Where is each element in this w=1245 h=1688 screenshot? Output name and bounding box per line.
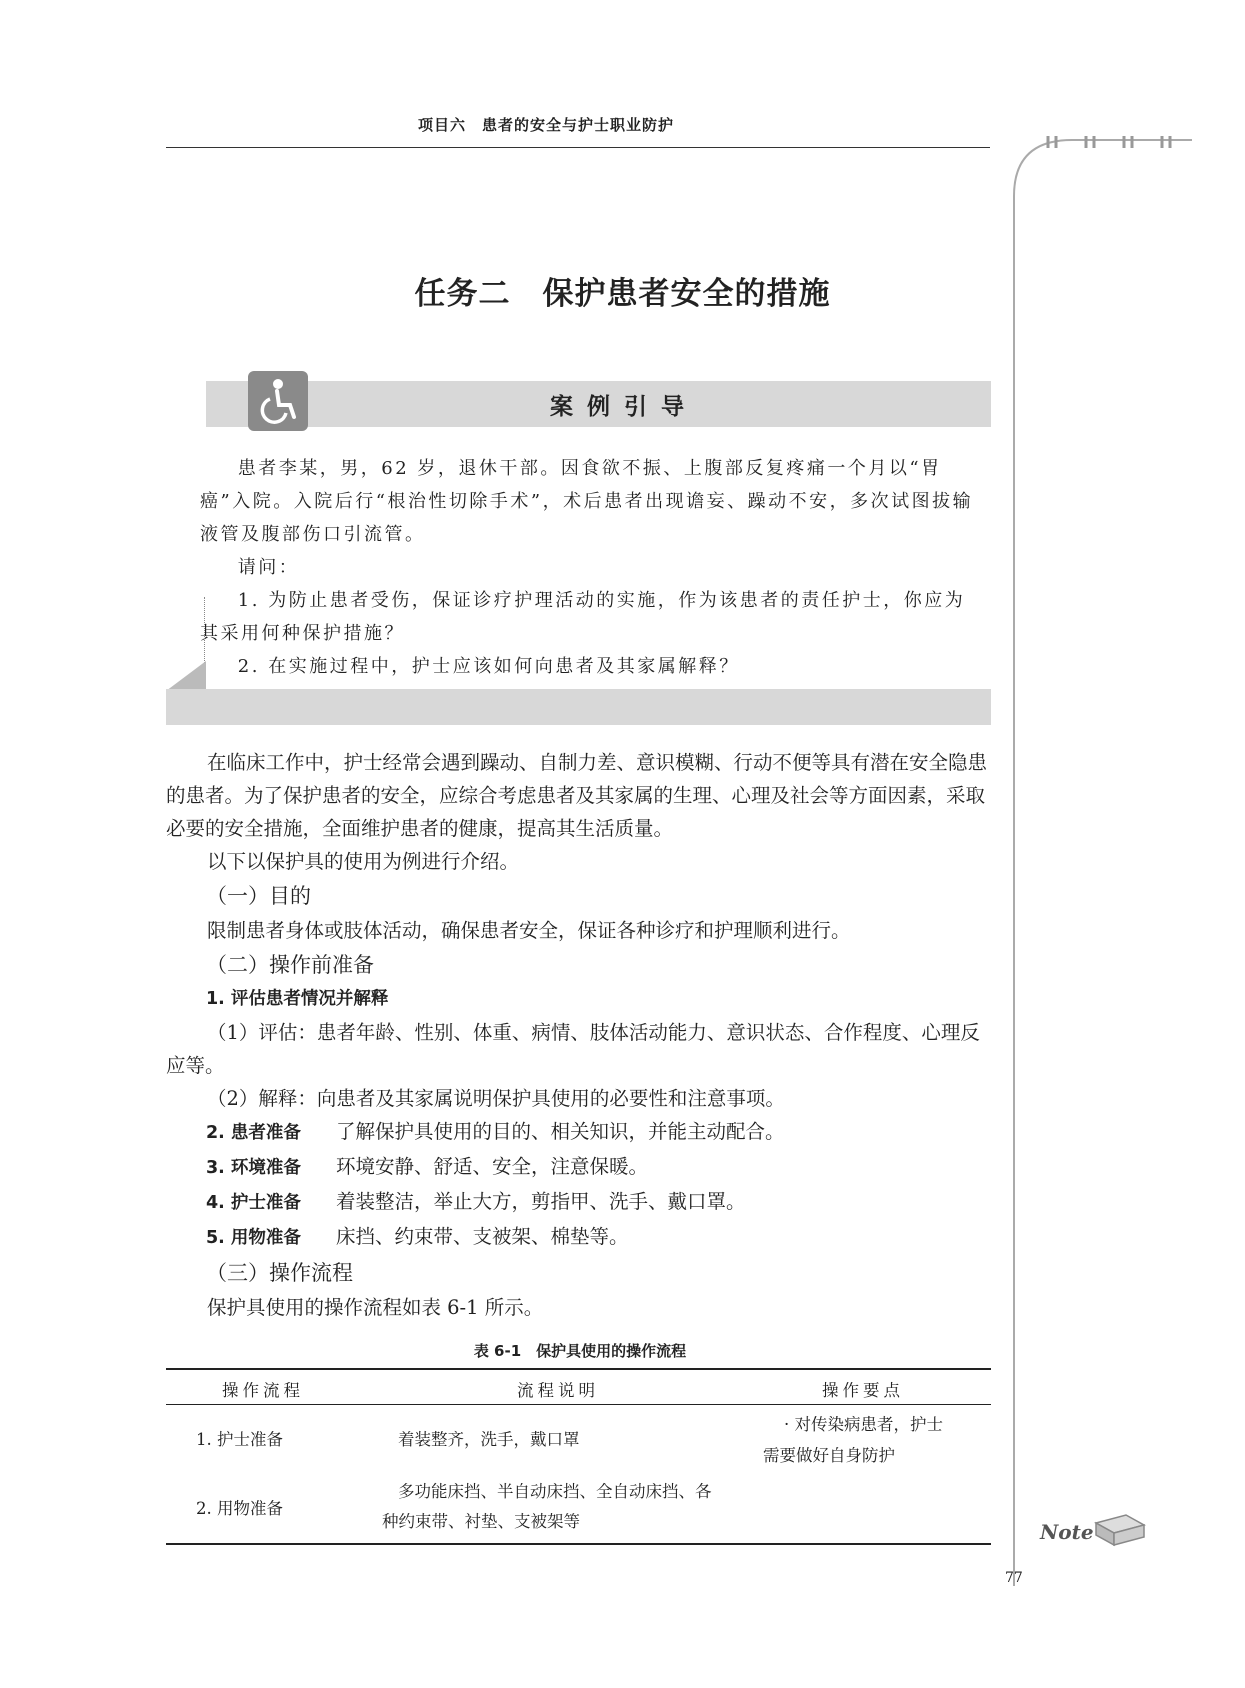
margin-decoration [1012,136,1192,1586]
case-footer-band [166,689,991,725]
flow-intro: 保护具使用的操作流程如表 6-1 所示。 [206,1296,544,1319]
case-question-1: 1. 为防止患者受伤，保证诊疗护理活动的实施，作为该患者的责任护士，你应为其采用何种保护措施？ [200,590,966,644]
prep-step-1-title: 1. 评估患者情况并解释 [206,989,389,1009]
table-row-1-key-1: · 对传染病患者，护士 [784,1415,943,1434]
note-label: Note [1040,1520,1094,1544]
case-paragraph: 患者李某，男，62 岁，退休干部。因食欲不振、上腹部反复疼痛一个月以“胃癌”入院。入院后行“根治性切除手术”，术后患者出现谵妄、躁动不安，多次试图拔输液管及腹部伤口引流管。 [200,458,974,545]
table-row-1-desc: 着装整齐，洗手，戴口罩 [398,1430,580,1449]
heading-purpose: （一）目的 [206,884,311,908]
prep-step-5-text: 床挡、约束带、支被架、棉垫等。 [336,1225,629,1248]
table-caption: 表 6-1 保护具使用的操作流程 [473,1342,687,1360]
table-header-rule [166,1404,991,1405]
table-row-1-step: 1. 护士准备 [196,1430,283,1449]
case-question-2: 2. 在实施过程中，护士应该如何向患者及其家属解释？ [237,656,740,677]
prep-step-2 [166,1115,990,1150]
table-row-2-step: 2. 用物准备 [196,1499,283,1518]
header-rule [166,147,990,148]
prep-step-5-title: 5. 用物准备 [206,1228,301,1248]
table-top-rule [166,1368,991,1370]
prep-step-3 [166,1150,990,1185]
note-book-icon [1038,1503,1148,1553]
prep-assessment: （1）评估：患者年龄、性别、体重、病情、肢体活动能力、意识状态、合作程度、心理反应等。 [166,1021,980,1077]
table-header-desc: 流程说明 [517,1381,599,1400]
intro-paragraph-2: 以下以保护具的使用为例进行介绍。 [206,850,519,873]
case-ask: 请问： [237,557,300,578]
running-head: 项目六 患者的安全与护士职业防护 [418,116,675,134]
prep-step-2-title: 2. 患者准备 [206,1123,301,1143]
purpose-text: 限制患者身体或肢体活动，确保患者安全，保证各种诊疗和护理顺利进行。 [206,919,851,942]
prep-step-4-text: 着装整洁，举止大方，剪指甲、洗手、戴口罩。 [336,1190,746,1213]
prep-step-5 [166,1220,990,1255]
heading-flow: （三）操作流程 [206,1261,353,1285]
table-row-2-desc-2: 种约束带、衬垫、支被架等 [382,1512,580,1531]
case-text [200,452,980,683]
heading-preparation: （二）操作前准备 [206,953,374,977]
table-header-step: 操作流程 [222,1381,304,1400]
prep-explanation: （2）解释：向患者及其家属说明保护具使用的必要性和注意事项。 [206,1087,785,1110]
case-label: 案例引导 [550,393,698,420]
prep-step-3-text: 环境安静、舒适、安全，注意保暖。 [336,1155,649,1178]
intro-paragraph: 在临床工作中，护士经常会遇到躁动、自制力差、意识模糊、行动不便等具有潜在安全隐患的患者。为了保护患者的安全，应综合考虑患者及其家属的生理、心理及社会等方面因素，采取必要的安全措施，全面维护患者的健康，提高其生活质量。 [166,751,987,840]
table-bottom-rule [166,1543,991,1545]
prep-step-3-title: 3. 环境准备 [206,1158,301,1178]
task-title: 任务二 保护患者安全的措施 [414,276,831,312]
prep-step-2-text: 了解保护具使用的目的、相关知识，并能主动配合。 [336,1120,785,1143]
table-row-2-desc-1: 多功能床挡、半自动床挡、全自动床挡、各 [398,1482,712,1501]
wheelchair-icon [248,371,308,431]
prep-step-4 [166,1185,990,1220]
main-body [166,746,990,1324]
corner-triangle [166,661,206,691]
table-header-key: 操作要点 [822,1381,904,1400]
prep-step-4-title: 4. 护士准备 [206,1193,301,1213]
page-number: 77 [1005,1570,1023,1586]
table-row-1-key-2: 需要做好自身防护 [763,1446,895,1465]
